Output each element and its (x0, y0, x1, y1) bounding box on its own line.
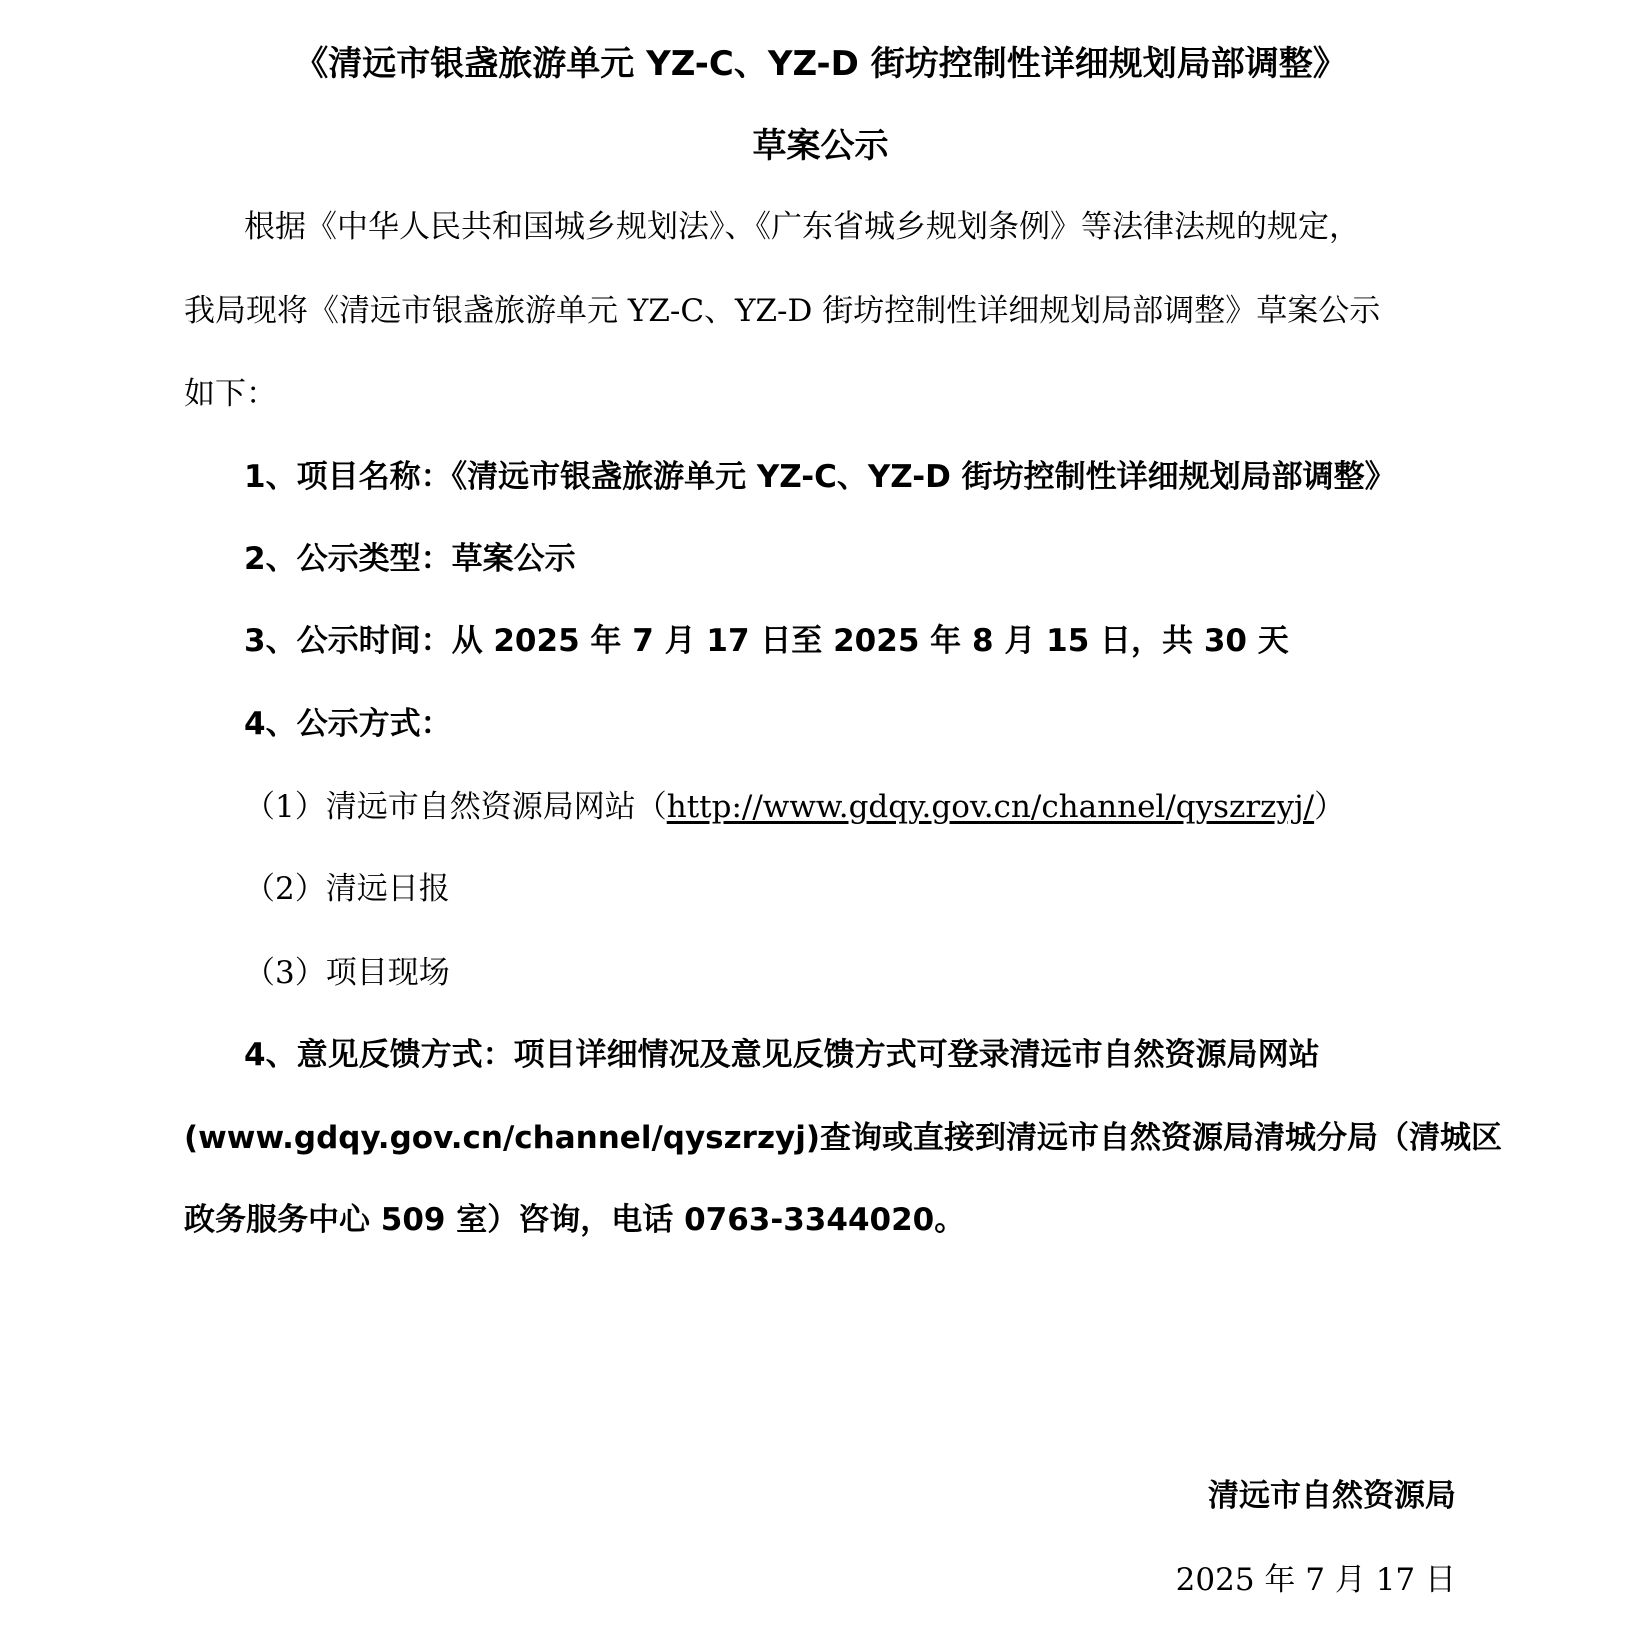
method-website-prefix: （1）清远市自然资源局网站（ (244, 789, 667, 825)
intro-paragraph-line-1: 根据《中华人民共和国城乡规划法》、《广东省城乡规划条例》等法律法规的规定， (244, 209, 1360, 245)
document-title-line-2: 草案公示 (752, 126, 889, 166)
item-notice-methods: 4、公示方式： (244, 706, 452, 742)
feedback-line-3: 政务服务中心 509 室）咨询，电话 0763-3344020。 (184, 1202, 966, 1238)
website-link[interactable]: http://www.gdqy.gov.cn/channel/qyszrzyj/ (666, 789, 1315, 825)
item-notice-period: 3、公示时间：从 2025 年 7 月 17 日至 2025 年 8 月 15 日，共 30 天 (244, 623, 1289, 659)
document-title-line-1: 《清远市银盏旅游单元 YZ-C、YZ-D 街坊控制性详细规划局部调整》 (294, 44, 1347, 84)
signature-date: 2025 年 7 月 17 日 (1175, 1562, 1456, 1598)
method-project-site: （3）项目现场 (244, 955, 450, 991)
feedback-line-1: 4、意见反馈方式：项目详细情况及意见反馈方式可登录清远市自然资源局网站 (244, 1037, 1320, 1073)
intro-paragraph-line-2: 我局现将《清远市银盏旅游单元 YZ-C、YZ-D 街坊控制性详细规划局部调整》草案公示 (184, 293, 1381, 329)
item-notice-type: 2、公示类型：草案公示 (244, 541, 576, 577)
method-website-suffix: ） (1314, 789, 1346, 825)
method-website (244, 787, 1345, 827)
feedback-line-2: (www.gdqy.gov.cn/channel/qyszrzyj)查询或直接到清远市自然资源局清城分局（清城区 (184, 1120, 1502, 1156)
method-newspaper: （2）清远日报 (244, 871, 450, 907)
signature-organization: 清远市自然资源局 (1208, 1478, 1456, 1514)
intro-paragraph-line-3: 如下： (184, 376, 277, 412)
item-project-name: 1、项目名称：《清远市银盏旅游单元 YZ-C、YZ-D 街坊控制性详细规划局部调整》 (244, 459, 1396, 495)
